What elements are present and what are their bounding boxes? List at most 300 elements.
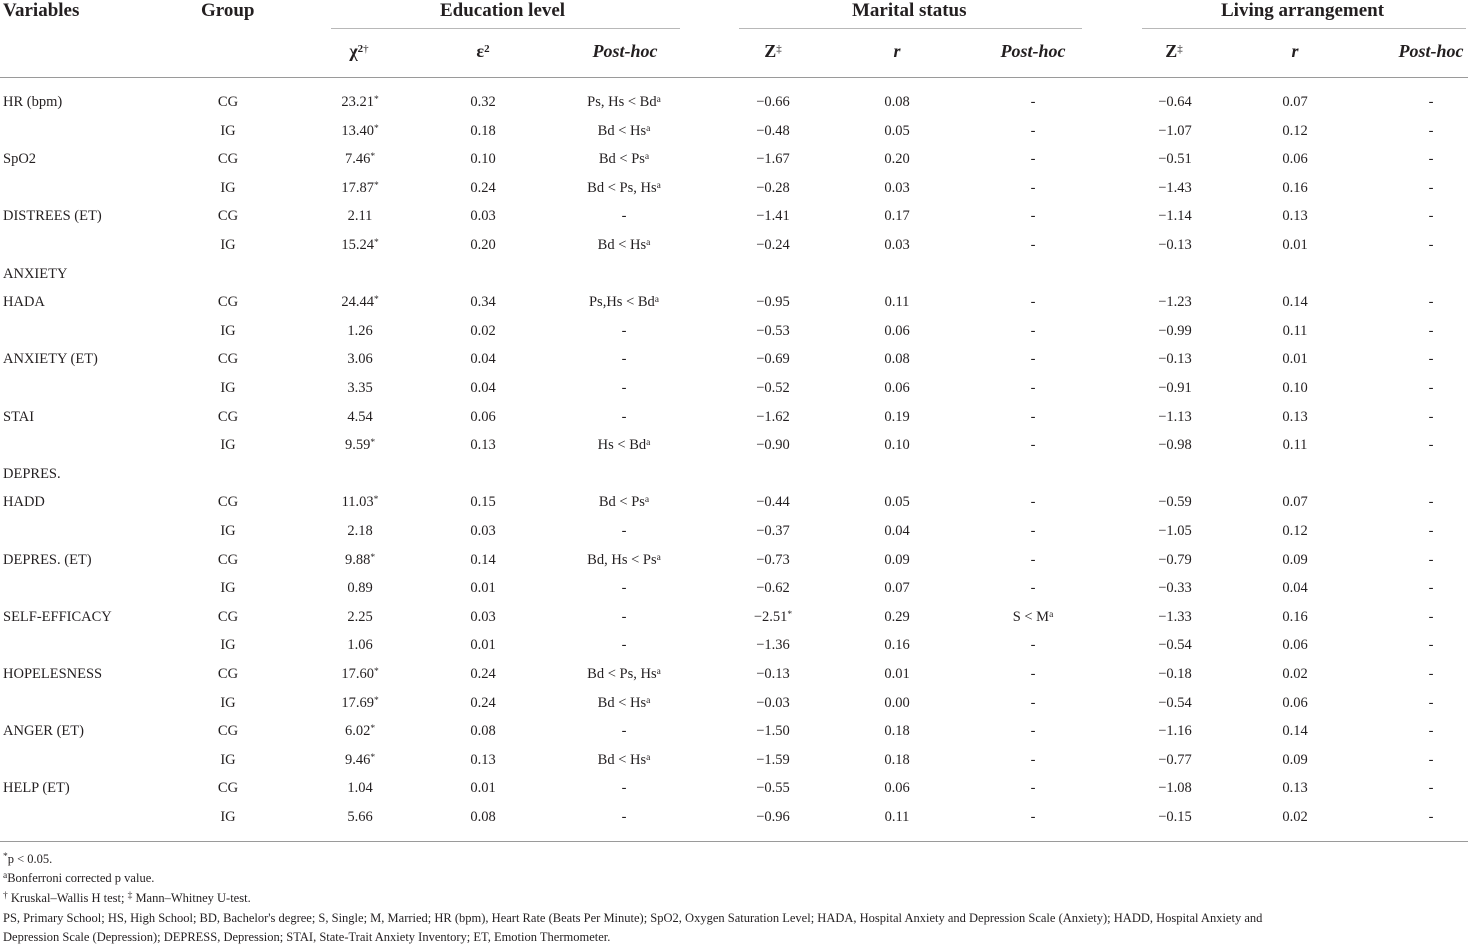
bonferroni-mark: a	[656, 180, 661, 191]
cell-marital-z: −1.59	[756, 751, 790, 768]
cell-marital-z: −0.44	[756, 494, 790, 511]
bonferroni-mark: a	[646, 695, 651, 706]
header-group: Group	[201, 0, 255, 21]
cell-education-posthoc: -	[621, 780, 627, 797]
bonferroni-mark: a	[654, 295, 660, 306]
cell-living-posthoc: -	[1428, 494, 1434, 511]
cell-group: IG	[220, 380, 236, 396]
cell-marital-r: 0.08	[884, 351, 910, 368]
cell-marital-r: 0.10	[884, 437, 910, 454]
cell-living-posthoc: -	[1428, 780, 1434, 797]
cell-chi2: 3.35	[347, 380, 373, 396]
cell-education-posthoc: -	[621, 637, 627, 654]
education-group-rule	[331, 28, 680, 29]
header-marital-r: r	[893, 41, 901, 61]
header-variables: Variables	[3, 0, 80, 21]
significance-mark: *	[373, 495, 379, 506]
cell-living-r: 0.04	[1282, 580, 1308, 597]
cell-chi2: 5.66	[347, 809, 373, 825]
star-symbol: *	[3, 852, 8, 862]
significance-mark: *	[373, 123, 379, 134]
significance-mark: *	[373, 238, 379, 248]
cell-epsilon2: 0.24	[470, 694, 496, 711]
cell-living-posthoc: -	[1428, 551, 1434, 568]
cell-education-posthoc: -	[621, 723, 627, 740]
cell-epsilon2: 0.06	[470, 408, 496, 425]
cell-chi2: 11.03*	[341, 494, 379, 511]
cell-education-posthoc: -	[621, 351, 627, 368]
cell-chi2: 24.44*	[341, 294, 379, 311]
cell-marital-r: 0.04	[884, 523, 910, 539]
cell-chi2: 9.59*	[344, 437, 376, 454]
cell-marital-r: 0.19	[884, 408, 910, 425]
cell-marital-r: 0.06	[884, 780, 910, 797]
bonferroni-mark: a	[656, 95, 661, 105]
cell-education-posthoc: Bd < Ps, Hs$^a$	[587, 179, 661, 196]
cell-marital-z: −0.96	[756, 809, 790, 825]
cell-epsilon2: 0.34	[470, 294, 496, 311]
cell-living-z: −1.05	[1158, 523, 1192, 539]
cell-marital-z: −1.41	[756, 208, 790, 225]
significance-mark: *	[370, 438, 376, 449]
epsilon-sup: 2	[484, 43, 490, 55]
cell-chi2: 3.06	[347, 351, 373, 368]
cell-group: IG	[220, 637, 236, 654]
footnote-bonferroni: $^a$Bonferroni corrected p value.	[3, 871, 155, 885]
cell-chi2: 17.87*	[341, 179, 379, 196]
cell-group: IG	[220, 179, 236, 196]
header-epsilon2	[458, 40, 508, 62]
significance-mark: *	[373, 295, 379, 306]
header-chi2	[334, 40, 384, 62]
cell-marital-r: 0.18	[884, 723, 910, 740]
cell-variable: DISTREES (ET)	[3, 208, 102, 225]
cell-chi2: 1.04	[347, 780, 373, 797]
cell-living-r: 0.09	[1282, 751, 1308, 768]
cell-marital-z: −1.36	[756, 637, 790, 654]
cell-group: IG	[220, 580, 236, 597]
cell-chi2: 2.11	[347, 208, 373, 225]
dagger-mark: †	[363, 43, 369, 55]
cell-living-z: −0.99	[1158, 322, 1192, 339]
cell-chi2: 9.88*	[344, 551, 376, 568]
cell-living-r: 0.02	[1282, 666, 1308, 682]
header-marital-z	[748, 40, 798, 62]
cell-group: CG	[217, 494, 239, 511]
significance-mark: *	[373, 695, 379, 706]
cell-group: IG	[220, 751, 236, 768]
significance-mark: *	[370, 552, 376, 563]
bonferroni-mark: a	[656, 552, 661, 563]
cell-living-r: 0.10	[1282, 380, 1308, 396]
cell-marital-r: 0.06	[884, 380, 910, 396]
cell-marital-r: 0.06	[884, 322, 910, 339]
cell-marital-z: −0.24	[756, 237, 790, 253]
cell-marital-posthoc: -	[1030, 94, 1036, 110]
cell-living-r: 0.06	[1282, 151, 1308, 168]
bonferroni-mark: a	[646, 438, 651, 449]
cell-marital-z: −0.37	[756, 523, 790, 539]
cell-chi2: 23.21*	[341, 94, 379, 110]
ddagger-mark: ‡	[776, 43, 782, 55]
cell-education-posthoc: $Bd < Ps^a$	[598, 151, 650, 168]
cell-variable: ANGER (ET)	[3, 723, 84, 740]
cell-living-r: 0.02	[1282, 809, 1308, 825]
cell-chi2: 13.40*	[341, 122, 379, 139]
cell-marital-posthoc: -	[1030, 151, 1036, 168]
cell-group: CG	[217, 723, 239, 740]
cell-education-posthoc: $Bd < Hs^a$	[597, 122, 651, 139]
dagger-symbol: †	[3, 891, 8, 901]
cell-marital-posthoc: -	[1030, 294, 1036, 311]
cell-group: CG	[217, 408, 239, 425]
cell-marital-posthoc: -	[1030, 179, 1036, 196]
cell-marital-posthoc: -	[1030, 637, 1036, 654]
cell-living-z: −1.13	[1158, 408, 1192, 425]
header-education-level: Education level	[440, 0, 566, 21]
z-symbol: Z	[1165, 41, 1178, 61]
cell-education-posthoc: $Bd < Hs^a$	[597, 237, 651, 253]
cell-living-posthoc: -	[1428, 380, 1434, 396]
header-marital-posthoc: Post-hoc	[1000, 41, 1066, 61]
cell-marital-r: 0.17	[884, 208, 910, 225]
cell-variable: SpO2	[3, 151, 37, 168]
header-education-posthoc: Post-hoc	[592, 41, 658, 61]
cell-group: CG	[217, 551, 239, 568]
cell-living-posthoc: -	[1428, 179, 1434, 196]
bonferroni-mark: a	[644, 495, 650, 506]
cell-epsilon2: 0.13	[470, 437, 496, 454]
cell-marital-z: −1.62	[756, 408, 790, 425]
cell-chi2: 15.24*	[341, 237, 379, 253]
cell-living-r: 0.13	[1282, 408, 1308, 425]
footnote-tests: † Kruskal–Wallis H test; ‡ Mann–Whitney U-test.	[3, 891, 251, 905]
cell-living-r: 0.06	[1282, 637, 1308, 654]
cell-marital-z: −0.66	[756, 94, 790, 110]
cell-living-posthoc: -	[1428, 208, 1434, 225]
cell-living-posthoc: -	[1428, 608, 1434, 625]
significance-mark: *	[370, 152, 376, 163]
cell-group: CG	[217, 351, 239, 368]
cell-marital-posthoc: -	[1030, 580, 1036, 597]
cell-epsilon2: 0.14	[470, 551, 496, 568]
cell-marital-posthoc: -	[1030, 780, 1036, 797]
cell-marital-z: −0.48	[756, 122, 790, 139]
cell-epsilon2: 0.01	[470, 780, 496, 797]
marital-group-rule	[739, 28, 1082, 29]
cell-epsilon2: 0.03	[470, 608, 496, 625]
cell-marital-posthoc: -	[1030, 809, 1036, 825]
cell-living-r: 0.12	[1282, 523, 1308, 539]
cell-living-z: −0.51	[1158, 151, 1192, 168]
cell-chi2: 2.18	[347, 523, 373, 539]
cell-marital-z: −0.62	[756, 580, 790, 597]
cell-marital-posthoc: -	[1030, 494, 1036, 511]
footnote-abbreviations-line2: Depression Scale (Depression); DEPRESS, Depression; STAI, State-Trait Anxiety Inventory; ET, Emotion Thermometer.	[3, 930, 611, 944]
cell-epsilon2: 0.13	[470, 751, 496, 768]
cell-marital-r: 0.16	[884, 637, 910, 654]
cell-marital-r: 0.11	[884, 294, 910, 311]
cell-marital-r: 0.29	[884, 608, 910, 625]
cell-education-posthoc: Bd < Ps, Hs$^a$	[587, 666, 661, 682]
cell-living-z: −0.15	[1158, 809, 1192, 825]
cell-epsilon2: 0.32	[470, 94, 496, 110]
cell-marital-z: −2.51*	[753, 608, 793, 625]
cell-marital-z: −0.28	[756, 179, 790, 196]
cell-epsilon2: 0.01	[470, 637, 496, 654]
cell-epsilon2: 0.20	[470, 237, 496, 253]
cell-living-z: −1.14	[1158, 208, 1192, 225]
cell-group: CG	[217, 666, 239, 682]
cell-variable: DEPRES. (ET)	[3, 551, 92, 568]
cell-group: CG	[217, 780, 239, 797]
cell-living-r: 0.06	[1282, 694, 1308, 711]
cell-living-z: −1.08	[1158, 780, 1192, 797]
cell-living-posthoc: -	[1428, 809, 1434, 825]
cell-living-z: −0.13	[1158, 237, 1192, 253]
cell-marital-posthoc: -	[1030, 666, 1036, 682]
cell-variable: ANXIETY (ET)	[3, 351, 98, 368]
bonferroni-mark: a	[1049, 609, 1054, 620]
cell-marital-posthoc: -	[1030, 694, 1036, 711]
z-symbol: Z	[764, 41, 777, 61]
cell-living-r: 0.11	[1282, 437, 1308, 454]
cell-living-r: 0.14	[1282, 723, 1308, 740]
cell-marital-z: −1.67	[756, 151, 790, 168]
cell-marital-posthoc: -	[1030, 351, 1036, 368]
cell-living-z: −0.33	[1158, 580, 1192, 597]
cell-marital-z: −0.52	[756, 380, 790, 396]
cell-marital-posthoc: $S < M^a$	[1012, 608, 1054, 625]
cell-group: CG	[217, 151, 239, 168]
cell-group: IG	[220, 694, 236, 711]
cell-living-z: −0.77	[1158, 751, 1192, 768]
cell-chi2: 9.46*	[344, 751, 376, 768]
cell-living-posthoc: -	[1428, 322, 1434, 339]
cell-group: IG	[220, 523, 236, 539]
cell-living-r: 0.07	[1282, 94, 1308, 110]
cell-living-posthoc: -	[1428, 723, 1434, 740]
cell-education-posthoc: $Hs < Bd^a$	[597, 437, 651, 454]
cell-education-posthoc: -	[621, 322, 627, 339]
cell-marital-r: 0.11	[884, 809, 910, 825]
cell-living-posthoc: -	[1428, 523, 1434, 539]
header-living-r: r	[1291, 41, 1299, 61]
cell-variable: HADD	[3, 494, 45, 511]
cell-education-posthoc: $Bd < Ps^a$	[598, 494, 650, 511]
header-living-posthoc: Post-hoc	[1398, 41, 1464, 61]
cell-living-r: 0.07	[1282, 494, 1308, 511]
cell-living-z: −1.43	[1158, 179, 1192, 196]
cell-marital-posthoc: -	[1030, 751, 1036, 768]
cell-living-r: 0.12	[1282, 122, 1308, 139]
cell-marital-z: −0.03	[756, 694, 790, 711]
cell-marital-r: 0.03	[884, 179, 910, 196]
cell-marital-posthoc: -	[1030, 408, 1036, 425]
cell-chi2: 2.25	[347, 608, 373, 625]
cell-marital-posthoc: -	[1030, 208, 1036, 225]
epsilon-symbol: ε	[476, 41, 485, 61]
cell-marital-z: −0.69	[756, 351, 790, 368]
cell-marital-r: 0.01	[884, 666, 910, 682]
cell-chi2: 17.60*	[341, 666, 379, 682]
header-bottom-rule	[0, 77, 1468, 78]
cell-marital-posthoc: -	[1030, 380, 1036, 396]
cell-living-z: −0.54	[1158, 637, 1192, 654]
cell-education-posthoc: -	[621, 608, 627, 625]
cell-living-z: −1.07	[1158, 122, 1192, 139]
cell-living-posthoc: -	[1428, 666, 1434, 682]
cell-marital-r: 0.08	[884, 94, 910, 110]
significance-mark: *	[370, 752, 376, 763]
cell-group: IG	[220, 322, 236, 339]
cell-living-r: 0.01	[1282, 351, 1308, 368]
cell-marital-r: 0.20	[884, 151, 910, 168]
cell-living-z: −0.98	[1158, 437, 1192, 454]
cell-epsilon2: 0.18	[470, 122, 496, 139]
cell-living-z: −1.33	[1158, 608, 1192, 625]
cell-marital-z: −0.90	[756, 437, 790, 454]
cell-epsilon2: 0.15	[470, 494, 496, 511]
cell-marital-posthoc: -	[1030, 122, 1036, 139]
cell-marital-r: 0.18	[884, 751, 910, 768]
cell-living-posthoc: -	[1428, 94, 1434, 110]
cell-living-posthoc: -	[1428, 408, 1434, 425]
cell-living-r: 0.14	[1282, 294, 1308, 311]
cell-living-posthoc: -	[1428, 580, 1434, 597]
cell-living-z: −0.91	[1158, 380, 1192, 396]
cell-living-r: 0.16	[1282, 179, 1308, 196]
bonferroni-mark: a	[646, 238, 651, 248]
significance-mark: *	[370, 724, 376, 735]
cell-variable: HR (bpm)	[3, 94, 63, 110]
cell-epsilon2: 0.04	[470, 351, 496, 368]
cell-variable: STAI	[3, 408, 35, 425]
cell-living-r: 0.01	[1282, 237, 1308, 253]
cell-living-posthoc: -	[1428, 351, 1434, 368]
living-group-rule	[1142, 28, 1466, 29]
cell-living-z: −0.18	[1158, 666, 1192, 682]
cell-education-posthoc: -	[621, 523, 627, 539]
cell-epsilon2: 0.03	[470, 523, 496, 539]
cell-marital-z: −0.55	[756, 780, 790, 797]
cell-education-posthoc: $Ps,Hs < Bd^a$	[588, 294, 660, 311]
cell-living-r: 0.13	[1282, 780, 1308, 797]
cell-marital-r: 0.05	[884, 494, 910, 511]
cell-living-z: −0.13	[1158, 351, 1192, 368]
cell-marital-r: 0.00	[884, 694, 910, 711]
cell-living-z: −0.54	[1158, 694, 1192, 711]
cell-living-z: −0.79	[1158, 551, 1192, 568]
cell-marital-z: −0.95	[756, 294, 790, 311]
significance-mark: *	[373, 180, 379, 191]
cell-group: CG	[217, 94, 239, 110]
cell-marital-r: 0.07	[884, 580, 910, 597]
cell-living-posthoc: -	[1428, 437, 1434, 454]
ddagger-symbol: ‡	[127, 891, 133, 901]
cell-variable: HELP (ET)	[3, 780, 70, 797]
cell-chi2: 7.46*	[344, 151, 376, 168]
cell-education-posthoc: $Bd < Hs^a$	[597, 751, 651, 768]
header-living-z	[1149, 40, 1199, 62]
cell-group: IG	[220, 237, 236, 253]
bonferroni-mark: a	[646, 123, 651, 134]
cell-living-r: 0.11	[1282, 322, 1308, 339]
ddagger-mark: ‡	[1177, 43, 1183, 55]
a-symbol: a	[3, 871, 8, 881]
cell-marital-z: −1.50	[756, 723, 790, 740]
cell-marital-r: 0.03	[884, 237, 910, 253]
cell-epsilon2: 0.10	[470, 151, 496, 168]
footnote-significance: *p < 0.05.	[3, 852, 53, 866]
cell-education-posthoc: -	[621, 580, 627, 597]
cell-marital-r: 0.05	[884, 122, 910, 139]
cell-living-posthoc: -	[1428, 751, 1434, 768]
cell-epsilon2: 0.24	[470, 179, 496, 196]
cell-education-posthoc: Ps, $Hs < Bd^a$	[587, 94, 661, 110]
cell-living-z: −0.64	[1158, 94, 1192, 110]
cell-group: IG	[220, 809, 236, 825]
bonferroni-mark: a	[646, 752, 651, 763]
cell-variable: ANXIETY	[3, 265, 68, 282]
header-marital-status: Marital status	[852, 0, 967, 21]
cell-marital-posthoc: -	[1030, 437, 1036, 454]
cell-marital-posthoc: -	[1030, 723, 1036, 740]
cell-group: IG	[220, 437, 236, 454]
cell-living-posthoc: -	[1428, 122, 1434, 139]
cell-living-r: 0.13	[1282, 208, 1308, 225]
cell-chi2: 4.54	[347, 408, 373, 425]
cell-marital-posthoc: -	[1030, 523, 1036, 539]
cell-epsilon2: 0.04	[470, 380, 496, 396]
cell-variable: HOPELESNESS	[3, 666, 103, 682]
cell-epsilon2: 0.24	[470, 666, 496, 682]
cell-marital-r: 0.09	[884, 551, 910, 568]
cell-marital-z: −0.53	[756, 322, 790, 339]
bonferroni-mark: a	[656, 667, 661, 677]
cell-chi2: 1.06	[347, 637, 373, 654]
cell-living-posthoc: -	[1428, 694, 1434, 711]
cell-group: CG	[217, 608, 239, 625]
cell-education-posthoc: -	[621, 380, 627, 396]
cell-education-posthoc: -	[621, 208, 627, 225]
significance-mark: *	[787, 609, 793, 620]
cell-group: CG	[217, 294, 239, 311]
significance-mark: *	[373, 95, 379, 105]
cell-education-posthoc: $Bd < Hs^a$	[597, 694, 651, 711]
cell-living-z: −1.16	[1158, 723, 1192, 740]
cell-marital-z: −0.73	[756, 551, 790, 568]
cell-chi2: 0.89	[347, 580, 373, 597]
chi2-symbol: χ	[349, 41, 358, 61]
significance-mark: *	[373, 667, 379, 677]
cell-epsilon2: 0.02	[470, 322, 496, 339]
cell-living-z: −1.23	[1158, 294, 1192, 311]
cell-marital-posthoc: -	[1030, 322, 1036, 339]
cell-marital-posthoc: -	[1030, 237, 1036, 253]
cell-epsilon2: 0.01	[470, 580, 496, 597]
cell-living-posthoc: -	[1428, 151, 1434, 168]
cell-chi2: 17.69*	[341, 694, 379, 711]
header-living-arrangement: Living arrangement	[1221, 0, 1385, 21]
cell-education-posthoc: -	[621, 809, 627, 825]
cell-living-posthoc: -	[1428, 237, 1434, 253]
cell-group: CG	[217, 208, 239, 225]
cell-living-z: −0.59	[1158, 494, 1192, 511]
cell-living-r: 0.09	[1282, 551, 1308, 568]
cell-living-r: 0.16	[1282, 608, 1308, 625]
cell-marital-posthoc: -	[1030, 551, 1036, 568]
